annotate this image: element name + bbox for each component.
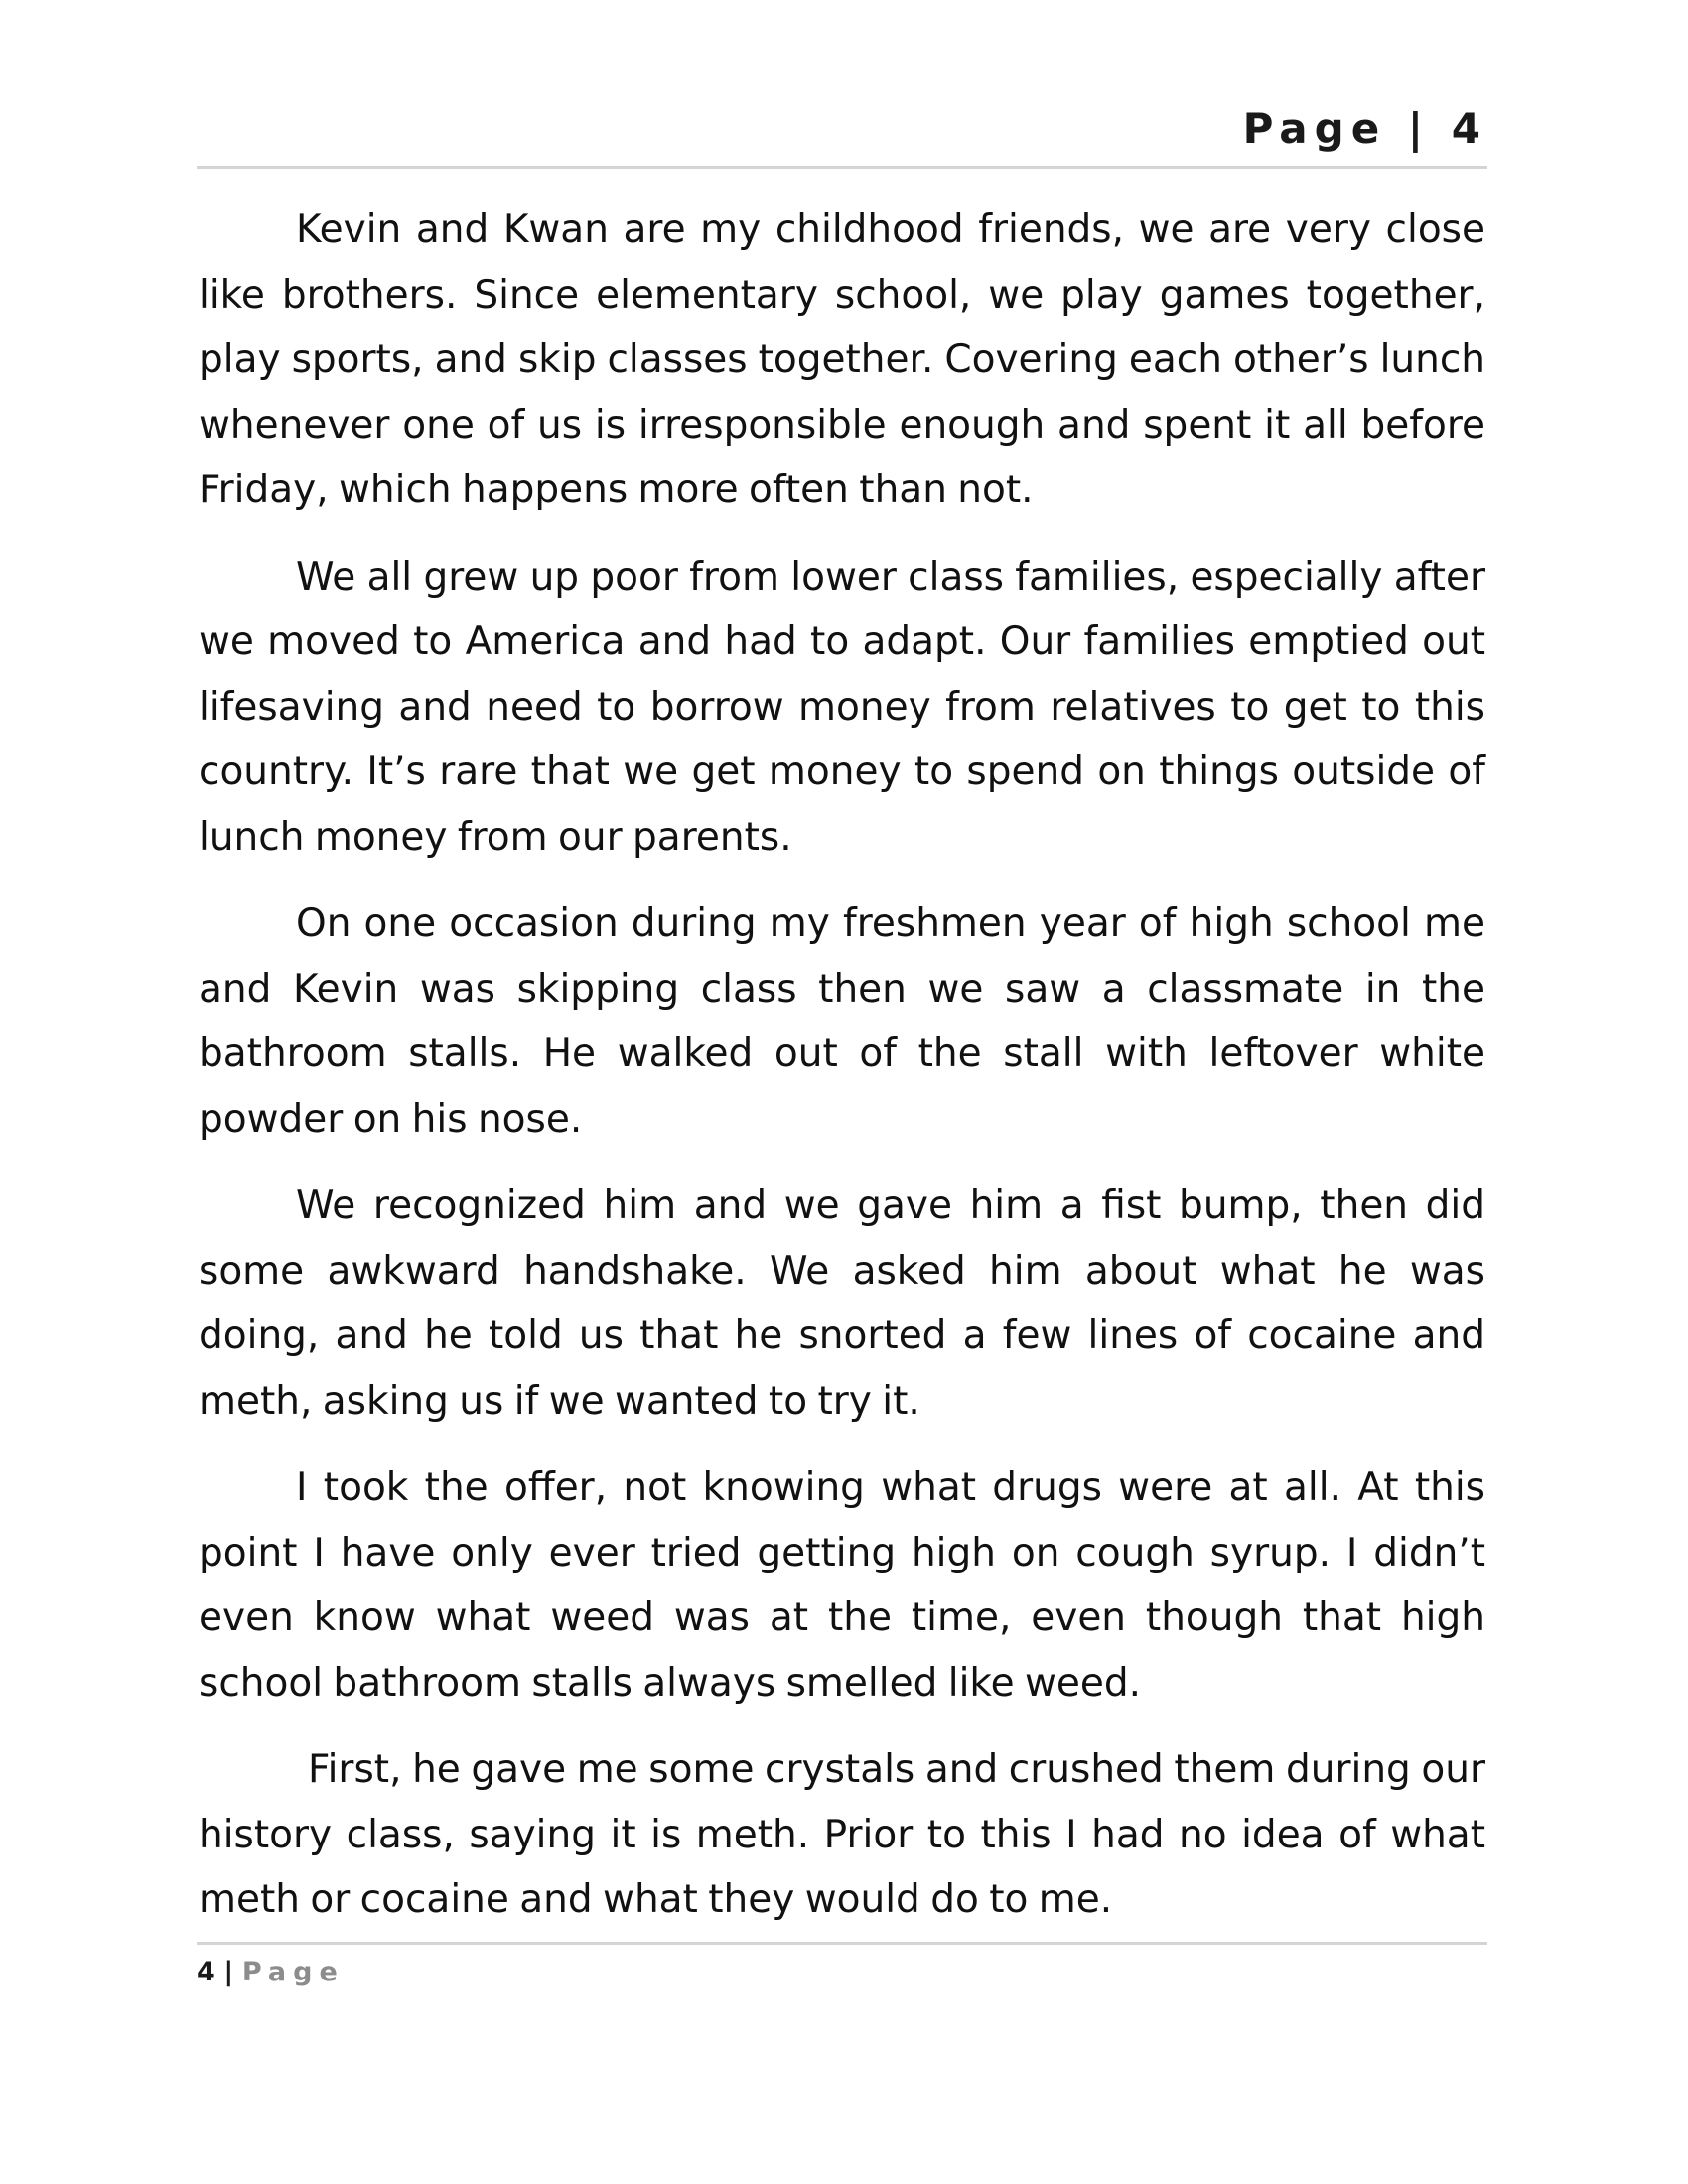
footer-page-number: 4 <box>197 1957 215 1987</box>
header-page-label: Page | 4 <box>1242 104 1487 153</box>
footer-page-word: Page <box>241 1957 345 1987</box>
body-text <box>199 198 1485 1955</box>
paragraph-3: On one occasion during my freshmen year of high school me and Kevin was skipping class then we saw a classmate in the bathroom stalls. He walked out of the stall with leftover white powder on his nose. <box>199 901 1485 1142</box>
paragraph-2: We all grew up poor from lower class families, especially after we moved to America and had to adapt. Our families emptied out lifesaving and need to borrow money from relatives to get to this country. It’s rare that we get money to spend on things outside of lunch money from our parents. <box>199 554 1485 860</box>
page-header <box>197 104 1487 169</box>
paragraph-6: First, he gave me some crystals and crushed them during our history class, saying it is meth. Prior to this I had no idea of what meth or cocaine and what they would do to me. <box>199 1747 1485 1922</box>
footer-separator: | <box>223 1957 234 1987</box>
footer-page-label <box>197 1957 345 1987</box>
paragraph-4: We recognized him and we gave him a fist bump, then did some awkward handshake. We asked him about what he was doing, and he told us that he snorted a few lines of cocaine and meth, asking us if we wanted to try it. <box>199 1183 1485 1424</box>
paragraph-5: I took the offer, not knowing what drugs were at all. At this point I have only ever tried getting high on cough syrup. I didn’t even know what weed was at the time, even though that high school bathroom stalls always smelled like weed. <box>199 1465 1485 1706</box>
paragraph-1: Kevin and Kwan are my childhood friends, we are very close like brothers. Since elementary school, we play games together, play sports, and skip classes together. Covering each other’s lunch whenever one of us is irresponsible enough and spent it all before Friday, which happens more often than not. <box>199 207 1485 512</box>
page-footer <box>197 1942 1487 1990</box>
